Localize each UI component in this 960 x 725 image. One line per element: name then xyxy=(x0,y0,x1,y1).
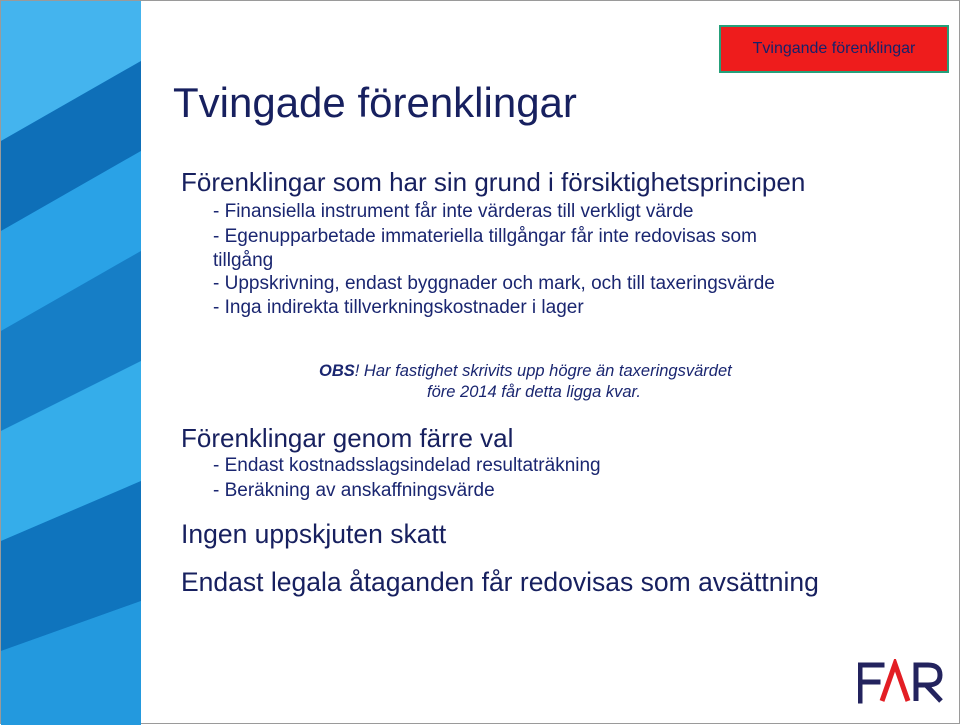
bullet-item: - Egenupparbetade immateriella tillgångar får inte redovisas som xyxy=(213,226,757,247)
far-logo xyxy=(858,659,944,705)
bullet-item: - Beräkning av anskaffningsvärde xyxy=(213,480,495,501)
bullet-item-continuation: tillgång xyxy=(213,250,274,271)
bullet-item: - Finansiella instrument får inte värderas till verkligt värde xyxy=(213,201,694,222)
section-heading-precaution: Förenklingar som har sin grund i försiktighetsprincipen xyxy=(181,167,806,197)
bullet-item: - Inga indirekta tillverkningskostnader i lager xyxy=(213,297,584,318)
page-title: Tvingade förenklingar xyxy=(173,79,577,126)
decorative-sidebar xyxy=(1,1,141,725)
note-line-1 xyxy=(319,362,732,381)
statement-deferred-tax: Ingen uppskjuten skatt xyxy=(181,519,447,549)
bullet-item: - Endast kostnadsslagsindelad resultaträkning xyxy=(213,455,601,476)
bullet-item: - Uppskrivning, endast byggnader och mark, och till taxeringsvärde xyxy=(213,273,775,294)
section-heading-fewer-choices: Förenklingar genom färre val xyxy=(181,423,514,453)
statement-provisions: Endast legala åtaganden får redovisas som avsättning xyxy=(181,567,819,597)
header-tag-label: Tvingande förenklingar xyxy=(752,40,916,57)
note-line-2: före 2014 får detta ligga kvar. xyxy=(427,383,642,401)
note-prefix: OBS xyxy=(319,362,355,380)
header-tag xyxy=(719,25,949,73)
note-text-1: ! Har fastighet skrivits upp högre än taxeringsvärdet xyxy=(354,362,732,380)
